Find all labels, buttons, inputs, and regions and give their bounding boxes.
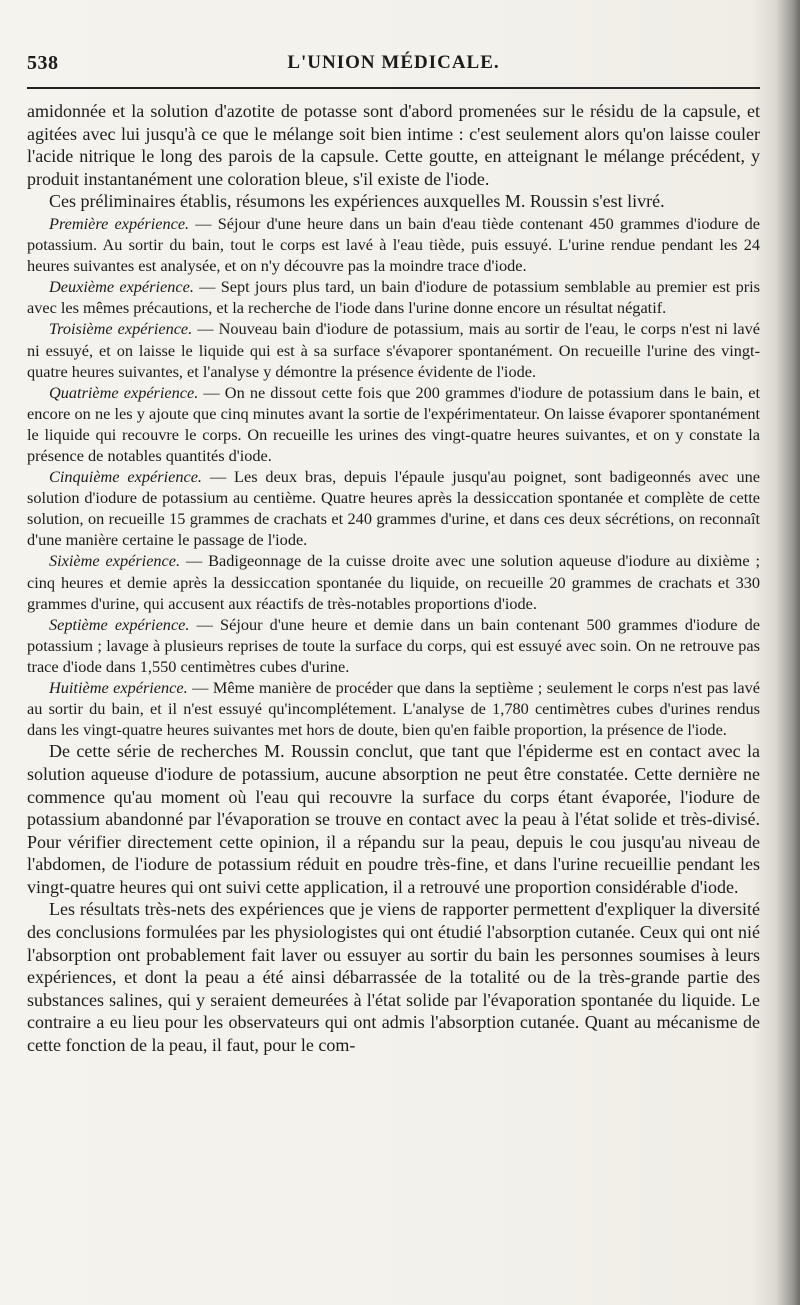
paragraph-continuation: amidonnée et la solution d'azotite de potasse sont d'abord promenées sur le résidu de la capsule, et agitées avec lui jusqu'à ce que le mélange soit bien intime : c'est seulement alors qu'on laisse couler l'acide nitrique le long des parois de la capsule. Cette goutte, en atteignant le mélange précédent, y produit instantanément une coloration bleue, s'il existe de l'iode. [27,101,760,189]
experiment-text: — Nouveau bain d'iodure de potassium, mais au sortir de l'eau, le corps n'est ni lavé ni essuyé, et on laisse le liquide qui est à sa surface s'évaporer spontanément. On recueille l'urine des vingt-quatre heures suivantes, et l'analyse y démontre la présence évidente de l'iode. [27,319,760,381]
experiment-1 [27,213,760,276]
experiment-text: — Séjour d'une heure dans un bain d'eau tiède contenant 450 grammes d'iodure de potassium. Au sortir du bain, tout le corps est lavé à l'eau tiède, puis essuyé. L'urine rendue pendant les 24 heures suivantes est analysée, et on n'y découvre pas la moindre trace d'iode. [27,213,760,276]
experiment-text: — Les deux bras, depuis l'épaule jusqu'au poignet, sont badigeonnés avec une solution d'iodure de potassium au centième. Quatre heures après la dessiccation spontanée et complète de cette solution, on recueille 15 grammes de crachats et 240 grammes d'urine, et dans ces deux sécrétions, on reconnaît d'une manière certaine le passage de l'iode. [27,467,760,550]
experiment-title: Sixième expérience. [49,551,181,571]
experiment-text: — Séjour d'une heure et demie dans un bain contenant 500 grammes d'iodure de potassium ; lavage à plusieurs reprises de toute la surface du corps, qui est essuyé avec soin. On ne retrouve pas trace d'iode dans 1,550 centimètres cubes d'urine. [27,614,761,676]
experiment-8 [27,677,760,740]
experiment-title: Septième expérience. [49,614,190,634]
experiment-text: — Sept jours plus tard, un bain d'iodure de potassium semblable au premier est pris avec les mêmes précautions, et la recherche de l'iode dans l'urine donne encore un résultat négatif. [27,277,760,318]
article-body [27,100,760,1057]
experiment-title: Cinquième expérience. [49,467,202,487]
paragraph-discussion: Les résultats très-nets des expériences que je viens de rapporter permettent d'expliquer la diversité des conclusions formulées par les physiologistes qui ont étudié l'absorption cutanée. Ceux qui ont nié l'absorption ont probablement fait laver ou essuyer au sortir du bain les personnes soumises à leurs expériences, et dont la peau a été ainsi débarrassée de la totalité ou de la très-grande partie des substances salines, qui y seraient demeurées à l'état solide par l'évaporation spontanée du liquide. Le contraire a eu lieu pour les observateurs qui ont admis l'absorption cutanée. Quant au mécanisme de cette fonction de la peau, il faut, pour le com- [27,899,760,1056]
experiment-5 [27,466,760,550]
paragraph-conclusion: De cette série de recherches M. Roussin conclut, que tant que l'épiderme est en contact avec la solution aqueuse d'iodure de potassium, aucune absorption ne peut être constatée. Cette dernière ne commence qu'au moment où l'eau qui recouvre la surface du corps étant évaporée, l'iodure de potassium abandonné par l'évaporation se trouve en contact avec la peau à l'état solide et très-divisé. Pour vérifier directement cette opinion, il a répandu sur la peau, depuis le cou jusqu'au niveau de l'abdomen, de l'iodure de potassium réduit en poudre très-fine, et dans l'urine recueillie pendant les vingt-quatre heures qui ont suivi cette application, il a retrouvé une proportion considérable d'iode. [27,741,760,897]
experiment-3 [27,318,760,381]
running-head: L'UNION MÉDICALE. [287,52,500,73]
experiment-text: — On ne dissout cette fois que 200 grammes d'iodure de potassium dans le bain, et encore on ne les y ajoute que cinq minutes avant la sortie de l'expérimentateur. On laisse évaporer spontanément le liquide qui recouvre le corps. On recueille les urines des vingt-quatre heures suivantes, et on y constate la présence de notables quantités d'iode. [27,382,760,465]
experiment-6 [27,550,760,613]
experiment-title: Troisième expérience. [49,319,193,339]
experiment-text: — Badigeonnage de la cuisse droite avec une solution aqueuse d'iodure au dixième ; cinq heures et demie après la dessiccation spontanée du liquide, on recueille 20 grammes de crachats et 330 grammes d'urine, qui accusent aux réactifs de très-notables proportions d'iode. [27,551,760,613]
experiment-title: Huitième expérience. [49,678,188,698]
page-header [27,52,760,82]
experiment-4 [27,382,760,466]
paragraph-preliminaries: Ces préliminaires établis, résumons les expériences auxquelles M. Roussin s'est livré. [49,191,665,212]
page-number: 538 [27,52,59,74]
experiment-text: — Même manière de procéder que dans la septième ; seulement le corps n'est pas lavé au sortir du bain, et il n'est essuyé qu'incomplétement. L'analyse de 1,780 centimètres cubes d'urines rendus dans les vingt-quatre heures suivantes met hors de doute, bien qu'en faible proportion, la présence de l'iode. [27,678,760,740]
experiment-title: Deuxième expérience. [49,277,194,297]
experiment-2 [27,276,760,318]
experiment-title: Quatrième expérience. [49,382,199,402]
experiment-7 [27,614,760,677]
experiment-title: Première expérience. [49,213,190,233]
header-rule [27,87,760,89]
